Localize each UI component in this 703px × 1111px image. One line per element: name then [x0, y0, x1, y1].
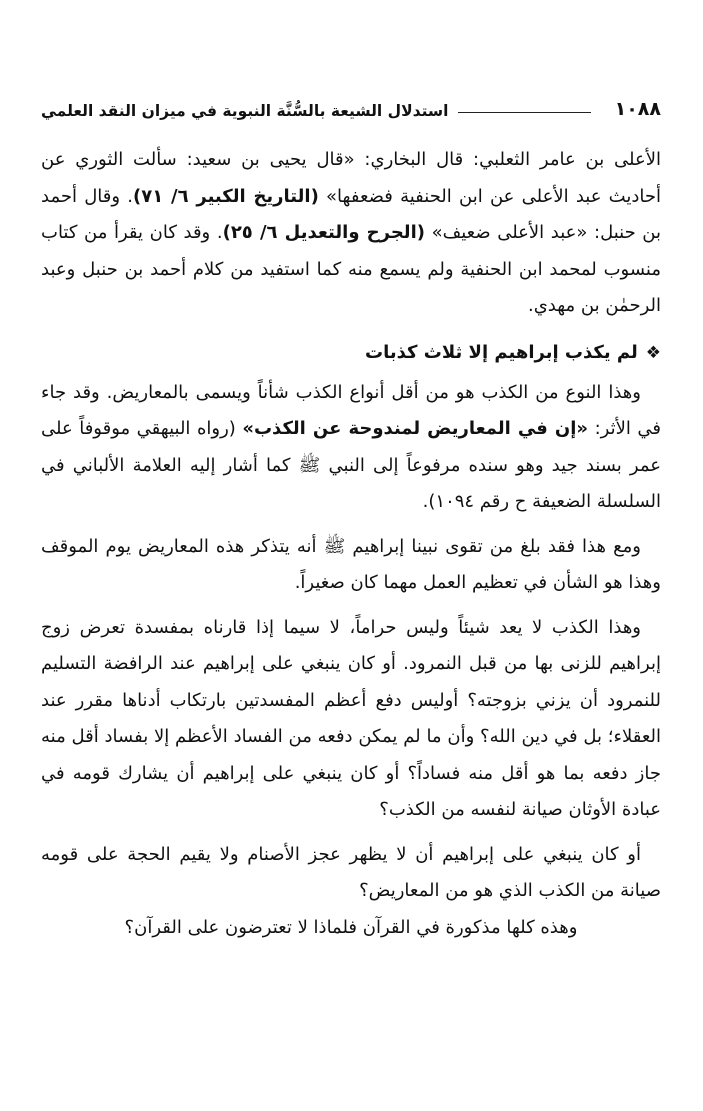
header-rule: [458, 111, 590, 113]
running-title: استدلال الشيعة بالسُّنَّة النبوية في ميزان النقد العلمي: [41, 102, 449, 120]
page-number: ١٠٨٨: [614, 98, 661, 120]
paragraph-5: أو كان ينبغي على إبراهيم أن لا يظهر عجز الأصنام ولا يقيم الحجة على قومه صيانة من الكذب الذي هو من المعاريض؟: [41, 843, 661, 901]
paragraph-1-text-c: . وقد كان يقرأ من كتاب منسوب لمحمد ابن الحنفية ولم يسمع منه كما استفيد من كلام أحمد بن حنبل وعبد الرحمٰن بن مهدي.: [41, 222, 661, 316]
paragraph-1-text-a: الأعلى بن عامر الثعلبي: قال البخاري: «قال يحيى بن سعيد: سألت الثوري عن أحاديث عبد الأعلى عن ابن الحنفية فضعفها»: [41, 149, 661, 207]
reference-tarikh-kabir: (التاريخ الكبير ٦/ ٧١): [133, 185, 319, 207]
section-heading-text: لم يكذب إبراهيم إلا ثلاث كذبات: [365, 341, 638, 363]
paragraph-1: [41, 142, 661, 325]
paragraph-1-text-b: . وقال أحمد بن حنبل: «عبد الأعلى ضعيف»: [41, 185, 662, 243]
page-header: [41, 90, 661, 120]
paragraph-2: [41, 375, 661, 521]
paragraph-3: ومع هذا فقد بلغ من تقوى نبينا إبراهيم ﷺ أنه يتذكر هذه المعاريض يوم الموقف وهذا هو الشأن في تعظيم العمل مهما كان صغيراً.: [41, 535, 661, 593]
paragraph-6: وهذه كلها مذكورة في القرآن فلماذا لا تعترضون على القرآن؟: [124, 916, 578, 938]
reference-jarh-tadil: (الجرح والتعديل ٦/ ٢٥): [222, 222, 425, 243]
page-body: [41, 142, 661, 946]
paragraph-2-text-b: (رواه البيهقي موقوفاً على عمر بسند جيد وهو سنده مرفوعاً إلى النبي ﷺ كما أشار إليه العلامة الألباني في السلسلة الضعيفة ح رقم ١٠٩٤).: [41, 418, 661, 512]
section-heading: [41, 335, 661, 371]
paragraph-2-text-a: وهذا النوع من الكذب هو من أقل أنواع الكذب شأناً ويسمى بالمعاريض. وقد جاء في الأثر:: [41, 381, 662, 439]
athar-quote: «إن في المعاريض لمندوحة عن الكذب»: [242, 418, 589, 439]
four-diamond-ornament-icon: ❖: [645, 342, 661, 363]
paragraph-4: وهذا الكذب لا يعد شيئاً وليس حراماً، لا سيما إذا قارناه بمفسدة تعرض زوج إبراهيم للزنى بها من قبل النمرود. أو كان ينبغي على إبراهيم عند الرافضة التسليم للنمرود أن يزني بزوجته؟ أوليس دفع أعظم المفسدتين بارتكاب أدناها مقرر عند العقلاء؛ بل في دين الله؟ وأن ما لم يمكن دفعه من الفساد الأعظم إلا بفساد أقل منه جاز دفعه بما هو أقل منه فساداً؟ أو كان ينبغي على إبراهيم أن يشارك قومه في عبادة الأوثان صيانة لنفسه من الكذب؟: [41, 616, 661, 820]
